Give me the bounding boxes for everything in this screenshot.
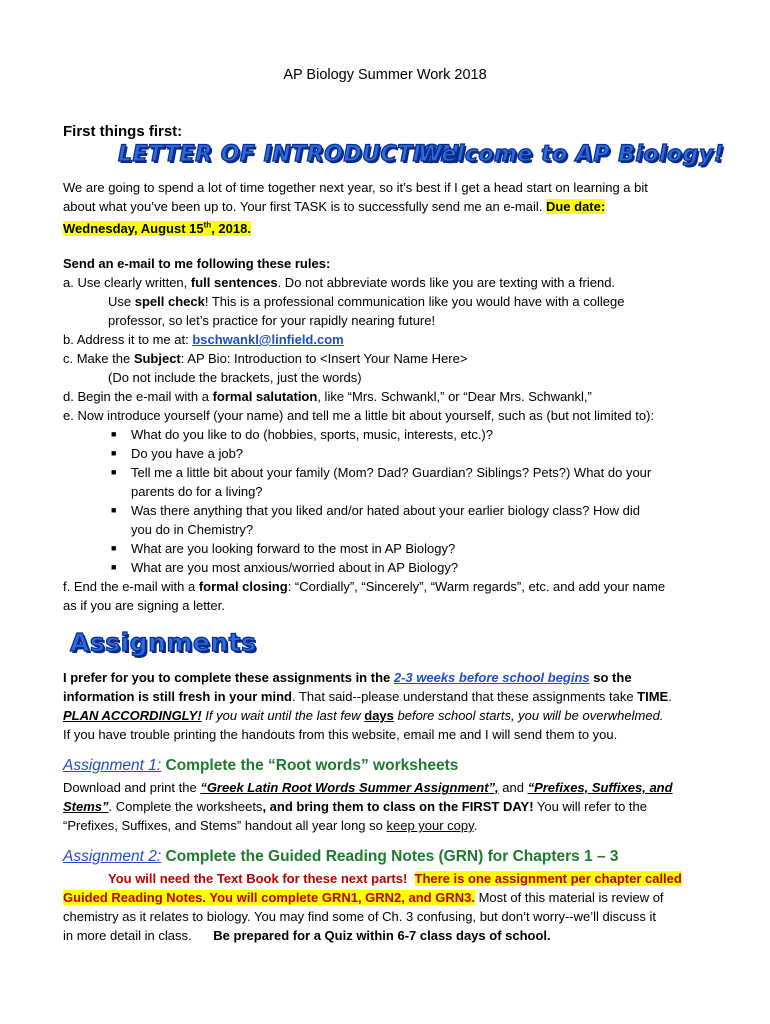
rule-a: a. Use clearly written, full sentences. Do not abbreviate words like you are texting with a friend.: [63, 275, 616, 290]
assignment-1-line-2: Stems”. Complete the worksheets, and bring them to class on the FIRST DAY! You will refer to the: [63, 799, 648, 814]
list-item: Was there anything that you liked and/or hated about your earlier biology class? How did: [131, 503, 640, 518]
bullet-icon: ■: [111, 543, 117, 553]
email-link[interactable]: bschwankl@linfield.com: [192, 332, 344, 347]
bullet-icon: ■: [111, 448, 117, 458]
list-item-continued: you do in Chemistry?: [131, 522, 254, 537]
greek-latin-root-words-link[interactable]: “Greek Latin Root Words Summer Assignment”,: [200, 780, 499, 795]
rule-d: d. Begin the e-mail with a formal salutation, like “Mrs. Schwankl,” or “Dear Mrs. Schwankl,”: [63, 389, 592, 404]
stems-link[interactable]: Stems”: [63, 799, 109, 814]
rule-a-line-2: Use spell check! This is a professional communication like you would have with a college: [108, 294, 625, 309]
intro-line-1: We are going to spend a lot of time together next year, so it’s best if I get a head start on learning a bit: [63, 180, 648, 195]
list-item-continued: parents do for a living?: [131, 484, 263, 499]
assignment-2-line-1: You will need the Text Book for these next parts! There is one assignment per chapter called: [108, 871, 682, 886]
list-item: What are you most anxious/worried about in AP Biology?: [131, 560, 459, 575]
preference-line-4: If you have trouble printing the handouts from this website, email me and I will send them to you.: [63, 727, 618, 742]
rule-e: e. Now introduce yourself (your name) and tell me a little bit about yourself, such as (but not limited to):: [63, 408, 655, 423]
due-date-label: Due date:: [545, 199, 606, 214]
preference-line-2: information is still fresh in your mind. That said--please understand that these assignments take TIME.: [63, 689, 672, 704]
assignment-2-line-2: Guided Reading Notes. You will complete GRN1, GRN2, and GRN3. Most of this material is review of: [63, 890, 664, 905]
bullet-icon: ■: [111, 505, 117, 515]
rule-f-line-2: as if you are signing a letter.: [63, 598, 225, 613]
assignment-1-line-3: “Prefixes, Suffixes, and Stems” handout all year long so keep your copy.: [63, 818, 478, 833]
list-item: Do you have a job?: [131, 446, 244, 461]
list-item: Tell me a little bit about your family (Mom? Dad? Guardian? Siblings? Pets?) What do your: [131, 465, 652, 480]
list-item: What do you like to do (hobbies, sports, music, interests, etc.)?: [131, 427, 493, 442]
bullet-icon: ■: [111, 562, 117, 572]
assignment-1-line-1: Download and print the “Greek Latin Root Words Summer Assignment”, and “Prefixes, Suffixes, and: [63, 780, 673, 795]
assignment-2-line-3: chemistry as it relates to biology. You may find some of Ch. 3 confusing, but don’t worry--we’ll discuss it: [63, 909, 656, 924]
assignment-2-line-4: in more detail in class. Be prepared for a Quiz within 6-7 class days of school.: [63, 928, 551, 943]
bullet-icon: ■: [111, 467, 117, 477]
rule-a-line-3: professor, so let’s practice for your rapidly nearing future!: [108, 313, 436, 328]
first-things-heading: First things first:: [63, 123, 183, 140]
rule-c-note: (Do not include the brackets, just the words): [108, 370, 362, 385]
rule-c: c. Make the Subject: AP Bio: Introduction to <Insert Your Name Here>: [63, 351, 468, 366]
prefixes-suffixes-stems-link[interactable]: “Prefixes, Suffixes, and: [527, 780, 673, 795]
welcome-banner: Welcome to AP Biology!: [418, 142, 725, 167]
preference-line-1: I prefer for you to complete these assignments in the 2-3 weeks before school begins so the: [63, 670, 632, 685]
preference-line-3: PLAN ACCORDINGLY! If you wait until the last few days before school starts, you will be overwhelmed.: [63, 708, 664, 723]
assignments-banner: Assignments: [70, 628, 257, 657]
rule-f: f. End the e-mail with a formal closing: “Cordially”, “Sincerely”, “Warm regards”, etc. and add your name: [63, 579, 666, 594]
rules-heading: Send an e-mail to me following these rules:: [63, 256, 331, 271]
page-title: AP Biology Summer Work 2018: [283, 67, 487, 83]
assignment-2-heading: Assignment 2: Complete the Guided Reading Notes (GRN) for Chapters 1 – 3: [63, 848, 619, 865]
intro-line-2: about what you’ve been up to. Your first TASK is to successfully send me an e-mail. Due date:: [63, 199, 606, 214]
weeks-before-link[interactable]: 2-3 weeks before school begins: [393, 670, 590, 685]
assignment-1-heading: Assignment 1: Complete the “Root words” worksheets: [63, 757, 459, 774]
bullet-icon: ■: [111, 429, 117, 439]
rule-b: b. Address it to me at: bschwankl@linfield.com: [63, 332, 344, 347]
due-date: Wednesday, August 15th, 2018.: [63, 221, 251, 237]
letter-of-introduction-banner: LETTER OF INTRODUCTION: [118, 142, 460, 167]
list-item: What are you looking forward to the most in AP Biology?: [131, 541, 456, 556]
